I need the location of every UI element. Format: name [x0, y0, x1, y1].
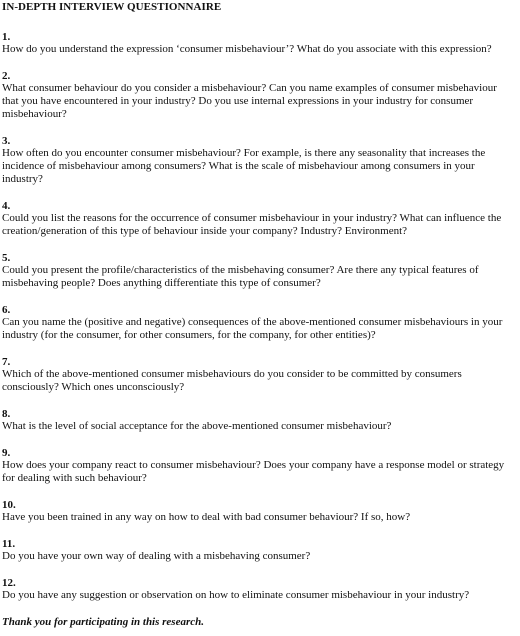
question-text: Do you have your own way of dealing with a misbehaving consumer?	[2, 550, 311, 562]
question-item	[2, 408, 516, 433]
question-item	[2, 356, 516, 394]
question-number: 7.	[2, 356, 11, 368]
question-text: What is the level of social acceptance for the above-mentioned consumer misbehaviour?	[2, 420, 392, 432]
question-number: 8.	[2, 408, 11, 420]
question-number: 1.	[2, 31, 11, 43]
question-text: How often do you encounter consumer misbehaviour? For example, is there any seasonality that increases the incidence of misbehaviour among consumers? What is the scale of misbehaviour among consumers in your industry?	[2, 147, 486, 185]
question-number: 2.	[2, 70, 11, 82]
question-number: 4.	[2, 200, 11, 212]
question-number: 11.	[2, 538, 16, 550]
question-item	[2, 499, 516, 524]
question-list	[2, 31, 516, 602]
question-number: 6.	[2, 304, 11, 316]
question-item	[2, 577, 516, 602]
question-number: 5.	[2, 252, 11, 264]
question-number: 10.	[2, 499, 16, 511]
question-text: Could you list the reasons for the occurrence of consumer misbehaviour in your industry? What can influence the creation/generation of this type of behaviour inside your company? Industry? Environment?	[2, 212, 502, 237]
question-text: Which of the above-mentioned consumer misbehaviours do you consider to be committed by consumers consciously? Which ones unconsciously?	[2, 368, 462, 393]
question-number: 9.	[2, 447, 11, 459]
question-number: 3.	[2, 135, 11, 147]
question-item	[2, 304, 516, 342]
question-text: Could you present the profile/characteristics of the misbehaving consumer? Are there any typical features of misbehaving people? Does anything differentiate this type of consumer?	[2, 264, 479, 289]
question-text: Have you been trained in any way on how to deal with bad consumer behaviour? If so, how?	[2, 511, 411, 523]
question-item	[2, 31, 516, 56]
document-title: IN-DEPTH INTERVIEW QUESTIONNAIRE	[2, 1, 222, 13]
question-text: How does your company react to consumer misbehaviour? Does your company have a response model or strategy for dealing with such behaviour?	[2, 459, 505, 484]
question-item	[2, 135, 516, 186]
question-item	[2, 200, 516, 238]
question-text: What consumer behaviour do you consider a misbehaviour? Can you name examples of consumer misbehaviour that you have encountered in your industry? Do you use internal expressions in your industry for consumer misbehaviour?	[2, 82, 497, 120]
questionnaire-page	[0, 1, 520, 636]
question-text: Can you name the (positive and negative) consequences of the above-mentioned consumer misbehaviours in your industry (for the consumer, for other consumers, for the company, for other entities)?	[2, 316, 503, 341]
question-item	[2, 538, 516, 563]
question-number: 12.	[2, 577, 16, 589]
question-item	[2, 447, 516, 485]
closing-note: Thank you for participating in this research.	[2, 616, 205, 628]
question-text: Do you have any suggestion or observation on how to eliminate consumer misbehaviour in your industry?	[2, 589, 470, 601]
question-item	[2, 252, 516, 290]
question-text: How do you understand the expression ‘consumer misbehaviour’? What do you associate with this expression?	[2, 43, 492, 55]
question-item	[2, 70, 516, 121]
